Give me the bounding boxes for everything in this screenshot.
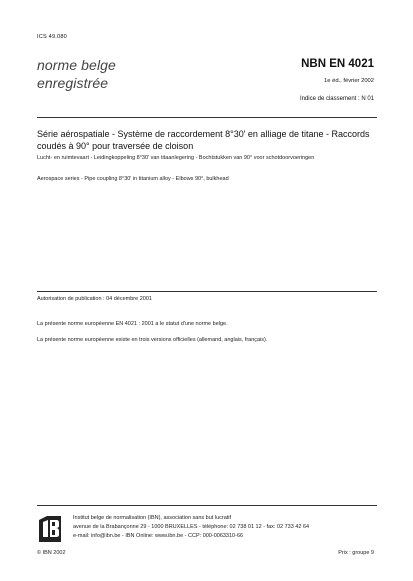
norm-label-line-1: norme belge	[37, 57, 116, 73]
price-group: Prix : groupe 9	[338, 550, 374, 556]
ics-code: ICS 49.080	[37, 34, 67, 40]
institute-address: avenue de la Brabançonne 29 - 1000 BRUXELLES - téléphone: 02 738 01 12 - fax: 02 733 42 64	[73, 524, 310, 530]
versions-statement: La présente norme européenne existe en trois versions officielles (allemand, anglais, français).	[37, 337, 268, 343]
english-title: Aerospace series - Pipe coupling 8°30' in titanium alloy - Elbows 90°, bulkhead	[37, 176, 229, 182]
top-divider	[37, 117, 377, 118]
institute-name: Institut belge de normalisation (IBN), association sans but lucratif	[73, 515, 232, 521]
institute-contact	[73, 514, 379, 541]
standard-number: NBN EN 4021	[301, 58, 374, 70]
publication-authorization: Autorisation de publication : 04 décembre 2001	[37, 296, 152, 302]
classification-index: Indice de classement : N 01	[299, 96, 374, 102]
bottom-divider	[37, 505, 377, 506]
institute-online: e-mail: info@ibn.be - IBN Online: www.ibn.be - CCP: 000-0063310-66	[73, 533, 244, 539]
copyright-notice: © IBN 2002	[37, 550, 66, 556]
middle-divider	[37, 291, 377, 292]
french-title: Série aérospatiale - Système de raccordement 8°30' en alliage de titane - Raccords coudés à 90° pour traversée de cloison	[37, 129, 370, 151]
norm-label-line-2: enregistrée	[37, 75, 109, 91]
dutch-title: Lucht- en ruimtevaart - Leidingkoppeling 8°30' van titaanlegering - Bochtstukken van 90° voor schotdoorvoeringen	[37, 155, 315, 161]
ibn-logo-icon	[37, 514, 63, 544]
edition-date: 1e éd., février 2002	[324, 78, 374, 84]
adoption-statement: La présente norme européenne EN 4021 : 2001 a le statut d'une norme belge.	[37, 321, 228, 327]
